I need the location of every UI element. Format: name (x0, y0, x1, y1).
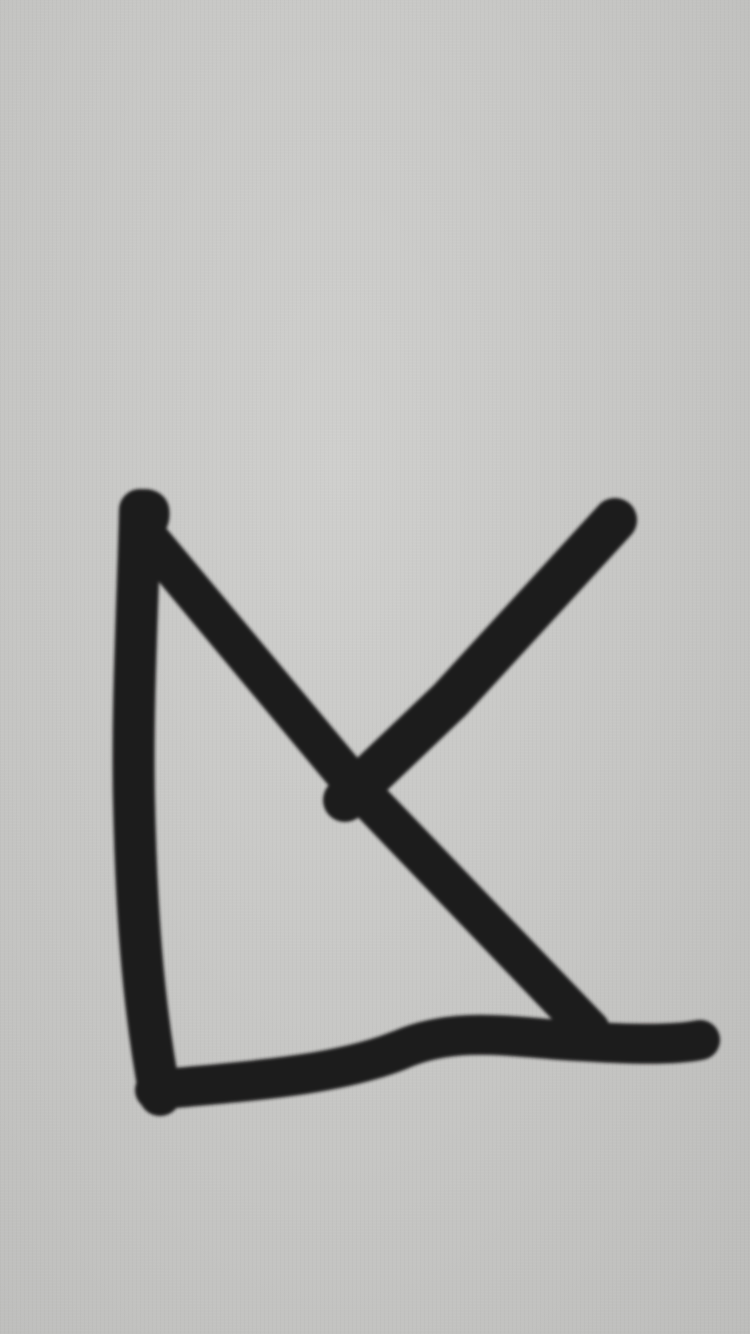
base-stroke (155, 1035, 700, 1090)
left-stroke (134, 510, 160, 1095)
diagonal-stroke (345, 520, 615, 800)
junction-dot (328, 773, 372, 817)
corner-dot (138, 1072, 178, 1112)
